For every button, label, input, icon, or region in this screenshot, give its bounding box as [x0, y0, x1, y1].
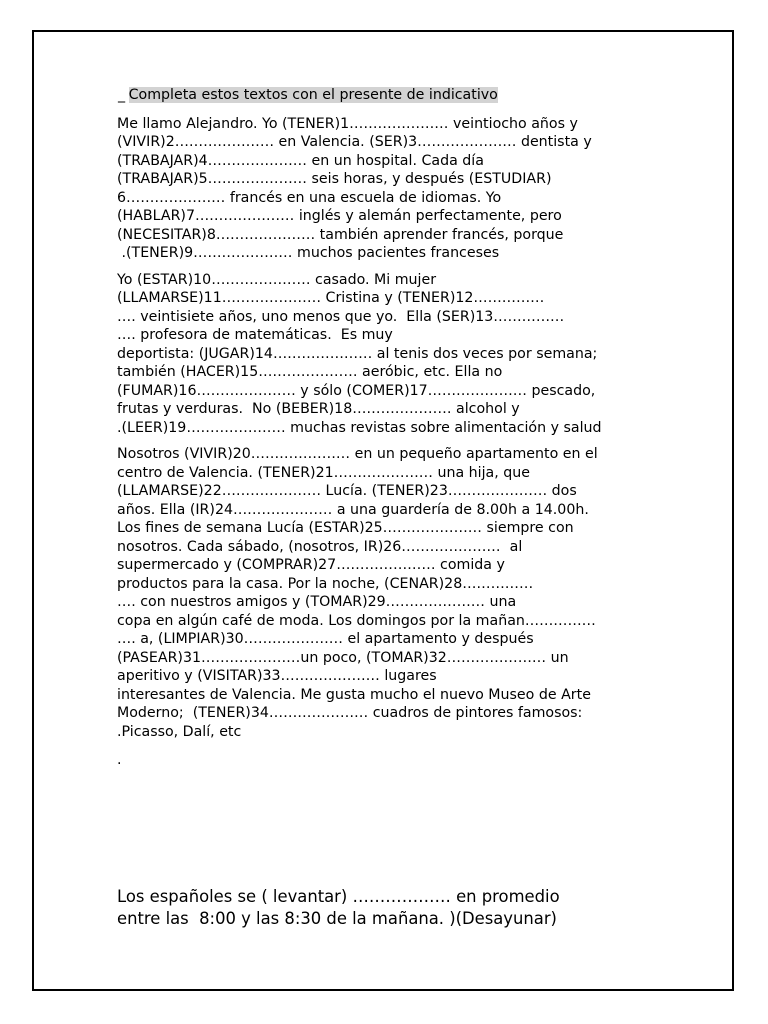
text-line: …. veintisiete años, uno menos que yo. Ella (SER)13……………: [117, 308, 565, 325]
text-line: …. profesora de matemáticas. Es muy: [117, 327, 393, 343]
text-line: Yo (ESTAR)10………………… casado. Mi mujer: [117, 271, 437, 288]
text-line: interesantes de Valencia. Me gusta mucho el nuevo Museo de Arte: [117, 686, 591, 703]
text-line: (PASEAR)31…………………un poco, (TOMAR)32………………… un: [117, 649, 569, 666]
text-line: …. con nuestros amigos y (TOMAR)29………………… una: [117, 594, 517, 610]
text-line: aperitivo y (VISITAR)33………………… lugares: [117, 668, 437, 684]
text-line: también (HACER)15………………… aeróbic, etc. Ella no: [117, 364, 503, 380]
title-highlighted-text: Completa estos textos con el presente de indicativo: [128, 87, 498, 103]
text-line: nosotros. Cada sábado, (nosotros, IR)26………………… al: [117, 538, 523, 555]
text-line: deportista: (JUGAR)14………………… al tenis dos veces por semana;: [117, 345, 598, 362]
text-line: Nosotros (VIVIR)20………………… en un pequeño apartamento en el: [117, 446, 598, 462]
text-line: (LLAMARSE)22………………… Lucía. (TENER)23………………… dos: [117, 483, 577, 499]
text-line: (NECESITAR)8………………… también aprender francés, porque: [117, 226, 564, 243]
text-line: copa en algún café de moda. Los domingos por la mañan……………: [117, 612, 596, 629]
exercise-title: [117, 86, 657, 105]
text-line: .(TENER)9………………… muchos pacientes franceses: [117, 245, 500, 261]
footer-sentence: [117, 886, 677, 930]
text-line: (LLAMARSE)11………………… Cristina y (TENER)12……………: [117, 290, 545, 306]
text-line: (TRABAJAR)5………………… seis horas, y después (ESTUDIAR): [117, 171, 552, 187]
text-line: (HABLAR)7………………… inglés y alemán perfectamente, pero: [117, 208, 562, 224]
paragraph-familia: [117, 445, 657, 741]
text-line: supermercado y (COMPRAR)27………………… comida y: [117, 557, 505, 573]
title-prefix: _: [118, 87, 130, 103]
text-line: frutas y verduras. No (BEBER)18………………… alcohol y: [117, 401, 520, 417]
text-line: .(LEER)19………………… muchas revistas sobre alimentación y salud: [117, 419, 602, 436]
exercise-content: [117, 86, 657, 770]
text-line: Moderno; (TENER)34………………… cuadros de pintores famosos:: [117, 705, 583, 721]
text-line: (VIVIR)2………………… en Valencia. (SER)3………………… dentista y: [117, 134, 592, 150]
text-line: años. Ella (IR)24………………… a una guardería de 8.00h a 14.00h.: [117, 501, 589, 518]
text-line: …. a, (LIMPIAR)30………………… el apartamento y después: [117, 631, 534, 647]
trailing-dot: .: [117, 752, 122, 768]
text-line: centro de Valencia. (TENER)21………………… una hija, que: [117, 464, 530, 481]
text-line: Los fines de semana Lucía (ESTAR)25………………… siempre con: [117, 520, 574, 536]
text-line: (TRABAJAR)4………………… en un hospital. Cada día: [117, 152, 484, 169]
text-line: (FUMAR)16………………… y sólo (COMER)17………………… pescado,: [117, 382, 596, 399]
text-line: Me llamo Alejandro. Yo (TENER)1………………… veintiocho años y: [117, 115, 578, 132]
text-line: .Picasso, Dalí, etc: [117, 723, 242, 740]
text-line: 6………………… francés en una escuela de idiomas. Yo: [117, 189, 502, 206]
footer-line: Los españoles se ( levantar) ……………… en promedio: [117, 887, 560, 906]
paragraph-cristina: [117, 271, 657, 438]
footer-line: entre las 8:00 y las 8:30 de la mañana. )(Desayunar): [117, 909, 557, 928]
paragraph-alejandro: [117, 115, 657, 263]
text-line: productos para la casa. Por la noche, (CENAR)28……………: [117, 575, 534, 592]
